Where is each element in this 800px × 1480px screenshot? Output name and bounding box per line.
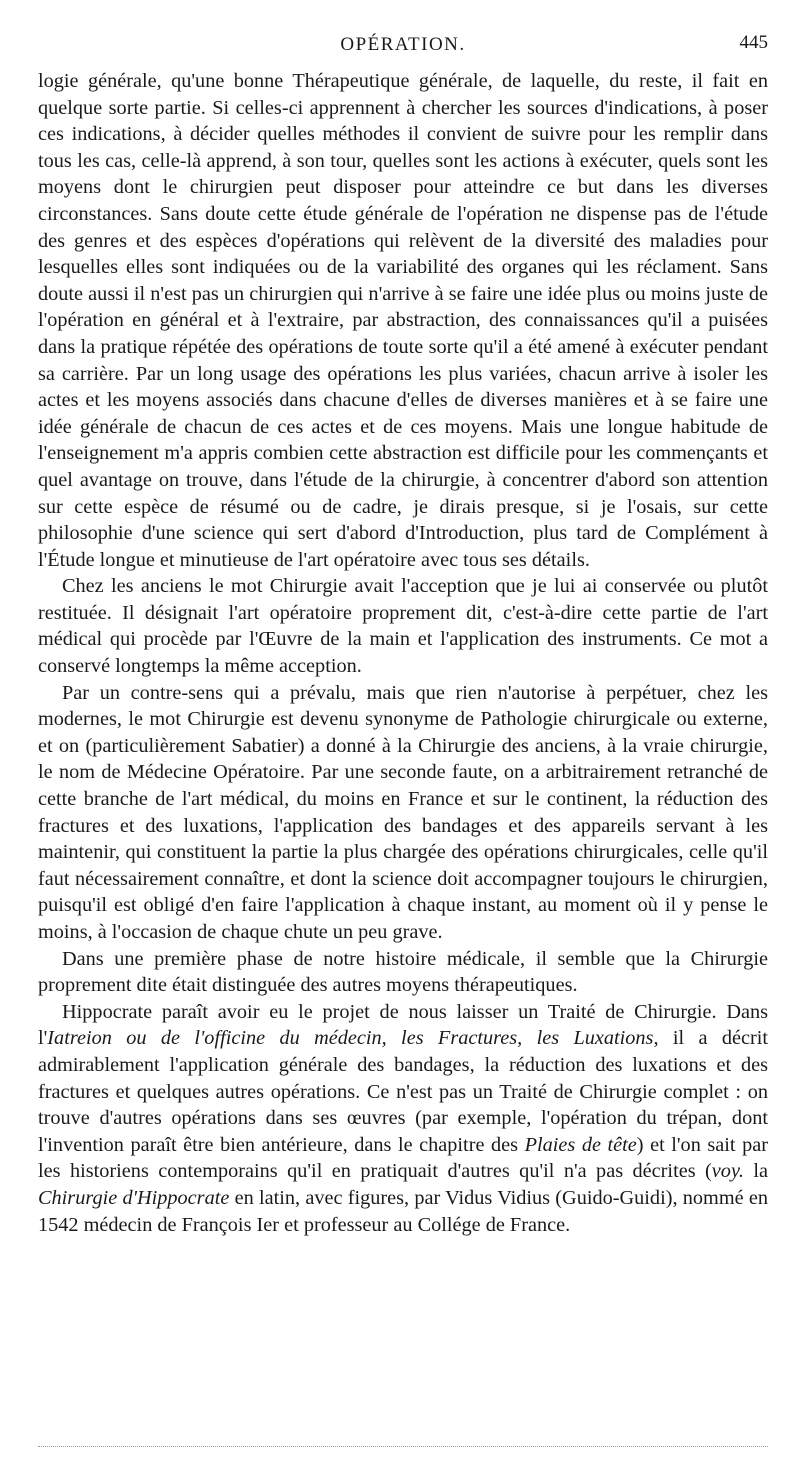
text-segment: en latin, avec figures, par Vidus Vidius (Guido-Guidi), nommé en 1542 médecin de François Ier et professeur au Collége de France. xyxy=(38,1186,768,1236)
text-segment: , il a décrit admirablement l'application générale des bandages, la réduction des luxations et des fractures et quelques autres opérations. Ce n'est pas un Traité de Chirurgie complet : on trouve d'autres opérations dans ses œuvres (par exemple, l'opération du trépan, dont l'invention paraît être bien antérieure, dans le chapitre des xyxy=(38,1027,768,1156)
body-text xyxy=(38,68,768,1238)
italic-title: Plaies de tête xyxy=(524,1133,637,1156)
text-segment: Hippocrate paraît avoir eu le projet de nous laisser un Traité de Chirurgie. Dans l' xyxy=(38,1000,768,1050)
paragraph xyxy=(38,68,768,573)
running-title: OPÉRATION. xyxy=(340,34,466,55)
italic-title: Chirurgie d'Hippocrate xyxy=(38,1186,230,1209)
paragraph xyxy=(38,946,768,999)
text-segment: logie générale, qu'une bonne Thérapeutique générale, de laquelle, du reste, il fait en quelque sorte partie. Si celles-ci apprennent à chercher les sources d'indications, à poser ces indications, à décider quelles méthodes il convient de suivre pour les remplir dans tous les cas, celle-là apprend, à son tour, quelles sont les actions à exécuter, quels sont les moyens dont le chirurgien peut disposer pour atteindre ce but dans les diverses circonstances. Sans doute cette étude générale de l'opération ne dispense pas de l'étude des genres et des espèces d'opérations qui relèvent de la diversité des maladies pour lesquelles elles sont indiquées ou de la variabilité des organes qui les réclament. Sans doute aussi il n'est pas un chirurgien qui n'arrive à se faire une idée plus ou moins juste de l'opération en général et à l'extraire, par abstraction, des connaissances qu'il a puisées dans la pratique répétée des opérations de toute sorte qu'il a été amené à exécuter pendant sa carrière. Par un long usage des opérations les plus variées, chacun arrive à isoler les actes et les moyens associés dans chacune d'elles de diverses manières et à se faire une idée générale de chacun de ces actes et de ces moyens. Mais une longue habitude de l'enseignement m'a appris combien cette abstraction est difficile pour les commençants et quel avantage on trouve, dans l'étude de la chirurgie, à concentrer d'abord son attention sur cette espèce de résumé ou de cadre, je dirais presque, si je l'osais, sur cette philosophie d'une science qui sert d'abord d'Introduction, plus tard de Complément à l'Étude longue et minutieuse de l'art opératoire avec tous ses détails. xyxy=(38,70,768,571)
page-header xyxy=(38,28,768,68)
paragraph xyxy=(38,999,768,1238)
bottom-rule xyxy=(38,1446,768,1447)
text-segment: la xyxy=(743,1160,768,1183)
page-number: 445 xyxy=(739,32,768,53)
text-segment: ) et l'on sait par les historiens contemporains qu'il en pratiquait d'autres qu'il n'a pas décrites ( xyxy=(38,1133,768,1183)
paragraph xyxy=(38,573,768,679)
text-segment: Chez les anciens le mot Chirurgie avait l'acception que je lui ai conservée ou plutôt restituée. Il désignait l'art opératoire proprement dit, c'est-à-dire cette partie de l'art médical qui procède par l'Œuvre de la main et l'application des instruments. Ce mot a conservé longtemps la même acception. xyxy=(38,575,768,678)
italic-title: Iatreion ou de l'officine du médecin, les Fractures, les Luxations xyxy=(47,1027,654,1050)
text-segment: Par un contre-sens qui a prévalu, mais que rien n'autorise à perpétuer, chez les modernes, le mot Chirurgie est devenu synonyme de Pathologie chirurgicale ou externe, et on (particulièrement Sabatier) a donné à la Chirurgie des anciens, à la vraie chirurgie, le nom de Médecine Opératoire. Par une seconde faute, on a arbitrairement retranché de cette branche de l'art médical, du moins en France et sur le continent, la réduction des fractures et des luxations, l'application des bandages et des appareils servant à les maintenir, qui constituent la partie la plus chargée des opérations chirurgicales, celle qu'il faut nécessairement connaître, et dont la science doit accompagner toujours le chirurgien, puisqu'il est obligé d'en faire l'application à chaque instant, au moment où il y pense le moins, à l'occasion de chaque chute un peu grave. xyxy=(38,681,768,943)
italic-abbreviation: voy. xyxy=(711,1160,744,1183)
text-segment: Dans une première phase de notre histoire médicale, il semble que la Chirurgie proprement dite était distinguée des autres moyens thérapeutiques. xyxy=(38,947,768,997)
paragraph xyxy=(38,680,768,946)
